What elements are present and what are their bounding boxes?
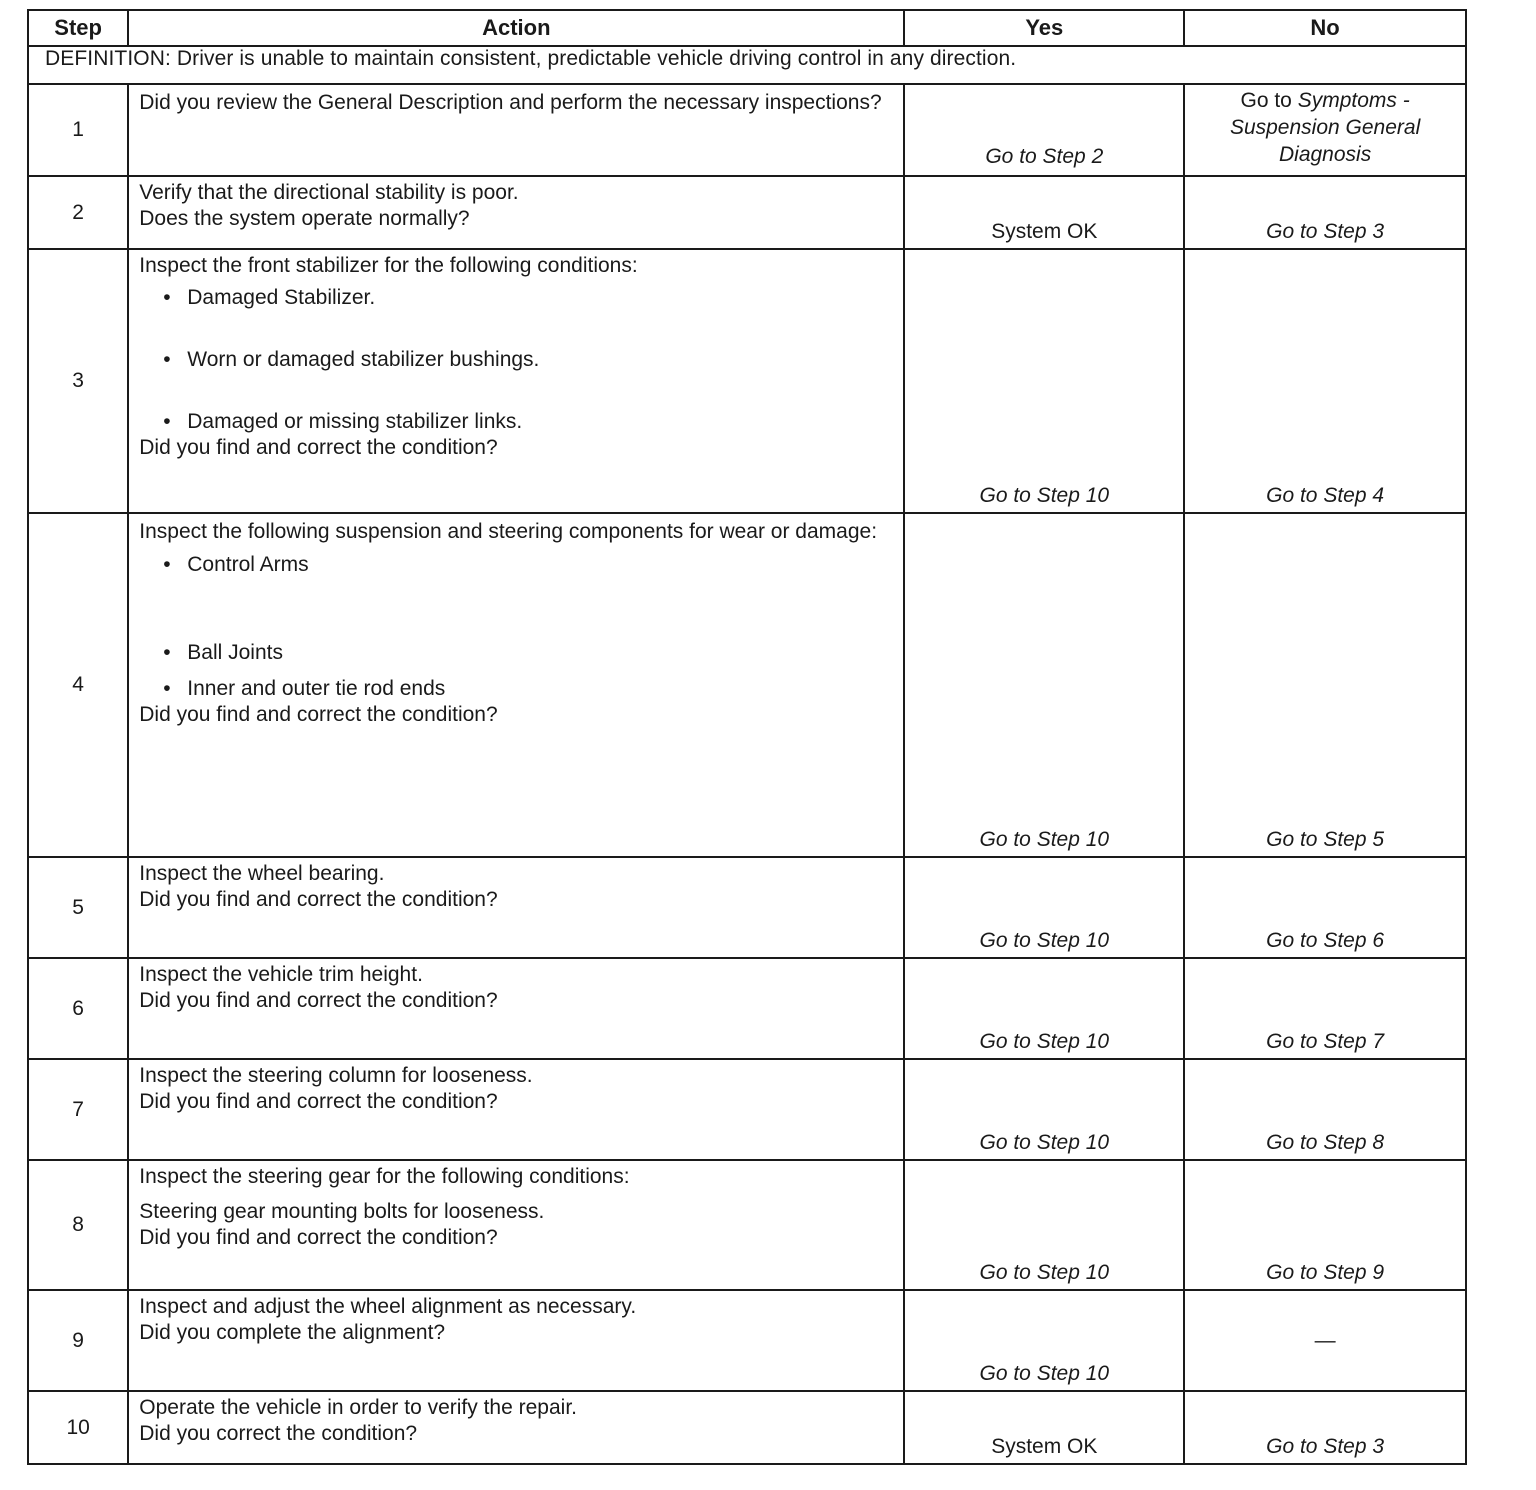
action-question: Did you complete the alignment? [139,1321,446,1344]
step-action [128,176,904,249]
yes-cell: System OK [904,176,1184,249]
step-number: 8 [28,1160,128,1290]
yes-cell: Go to Step 10 [904,1290,1184,1391]
action-line: Verify that the directional stability is poor. [139,181,519,204]
no-cell: — [1184,1290,1466,1391]
action-line: Inspect and adjust the wheel alignment as necessary. [139,1295,637,1318]
action-line: Inspect the vehicle trim height. [139,963,423,986]
action-question: Did you find and correct the condition? [139,703,498,726]
action-line: Inspect the steering gear for the following conditions: [139,1165,630,1188]
step-action [128,249,904,513]
action-line: Inspect the wheel bearing. [139,862,385,885]
header-row [28,10,1466,46]
list-item: • Control Arms [163,553,895,577]
step-row-10 [28,1391,1466,1464]
step-action [128,1391,904,1464]
list-item: • Worn or damaged stabilizer bushings. [163,348,895,372]
step-row-4 [28,513,1466,857]
action-question: Did you find and correct the condition? [139,1090,498,1113]
step-number: 2 [28,176,128,249]
list-item: • Inner and outer tie rod ends [163,677,895,701]
step-number: 1 [28,84,128,176]
component-list [139,553,895,701]
step-action [128,513,904,857]
yes-cell: Go to Step 10 [904,1059,1184,1160]
step-action [128,84,904,176]
step-row-1 [28,84,1466,176]
step-number: 7 [28,1059,128,1160]
yes-cell: Go to Step 10 [904,513,1184,857]
action-line: Inspect the steering column for looseness. [139,1064,533,1087]
list-item: • Damaged Stabilizer. [163,286,895,310]
action-line: Steering gear mounting bolts for looseness. [139,1200,545,1223]
header-step: Step [28,10,128,46]
action-question: Did you find and correct the condition? [139,436,498,459]
list-item: • Ball Joints [163,641,895,665]
yes-cell: Go to Step 10 [904,249,1184,513]
step-number: 6 [28,958,128,1059]
step-action [128,1059,904,1160]
step-action [128,958,904,1059]
action-text: Did you review the General Description and perform the necessary inspections? [139,91,882,114]
no-cell: Go to Step 3 [1184,176,1466,249]
step-row-7 [28,1059,1466,1160]
no-prefix: Go to [1240,89,1298,112]
action-question: Did you find and correct the condition? [139,888,498,911]
action-question: Did you find and correct the condition? [139,1226,498,1249]
step-number: 9 [28,1290,128,1391]
step-action [128,857,904,958]
yes-cell: Go to Step 2 [904,84,1184,176]
action-line: Inspect the following suspension and steering components for wear or damage: [139,520,878,543]
step-number: 3 [28,249,128,513]
list-item: • Damaged or missing stabilizer links. [163,410,895,434]
no-cell [1184,84,1466,176]
yes-cell: Go to Step 10 [904,857,1184,958]
no-cell: Go to Step 5 [1184,513,1466,857]
condition-list [139,286,895,434]
header-no: No [1184,10,1466,46]
step-row-9 [28,1290,1466,1391]
no-cell: Go to Step 4 [1184,249,1466,513]
yes-cell: Go to Step 10 [904,958,1184,1059]
action-line: Inspect the front stabilizer for the following conditions: [139,254,638,277]
action-question: Did you correct the condition? [139,1422,418,1445]
no-cell: Go to Step 9 [1184,1160,1466,1290]
step-number: 5 [28,857,128,958]
step-row-5 [28,857,1466,958]
header-action: Action [128,10,904,46]
definition-row [28,46,1466,84]
definition-text: DEFINITION: Driver is unable to maintain consistent, predictable vehicle driving control in any direction. [28,46,1466,84]
step-row-2 [28,176,1466,249]
step-row-3 [28,249,1466,513]
step-row-6 [28,958,1466,1059]
no-cell: Go to Step 6 [1184,857,1466,958]
step-action [128,1160,904,1290]
diagnostic-table [27,9,1467,1465]
action-question: Did you find and correct the condition? [139,989,498,1012]
no-cell: Go to Step 8 [1184,1059,1466,1160]
no-cell: Go to Step 7 [1184,958,1466,1059]
action-line: Operate the vehicle in order to verify the repair. [139,1396,577,1419]
action-question: Does the system operate normally? [139,207,470,230]
step-number: 4 [28,513,128,857]
step-number: 10 [28,1391,128,1464]
yes-cell: Go to Step 10 [904,1160,1184,1290]
header-yes: Yes [904,10,1184,46]
no-link: Symptoms - Suspension General Diagnosis [1229,89,1421,166]
step-row-8 [28,1160,1466,1290]
no-cell: Go to Step 3 [1184,1391,1466,1464]
yes-cell: System OK [904,1391,1184,1464]
step-action [128,1290,904,1391]
